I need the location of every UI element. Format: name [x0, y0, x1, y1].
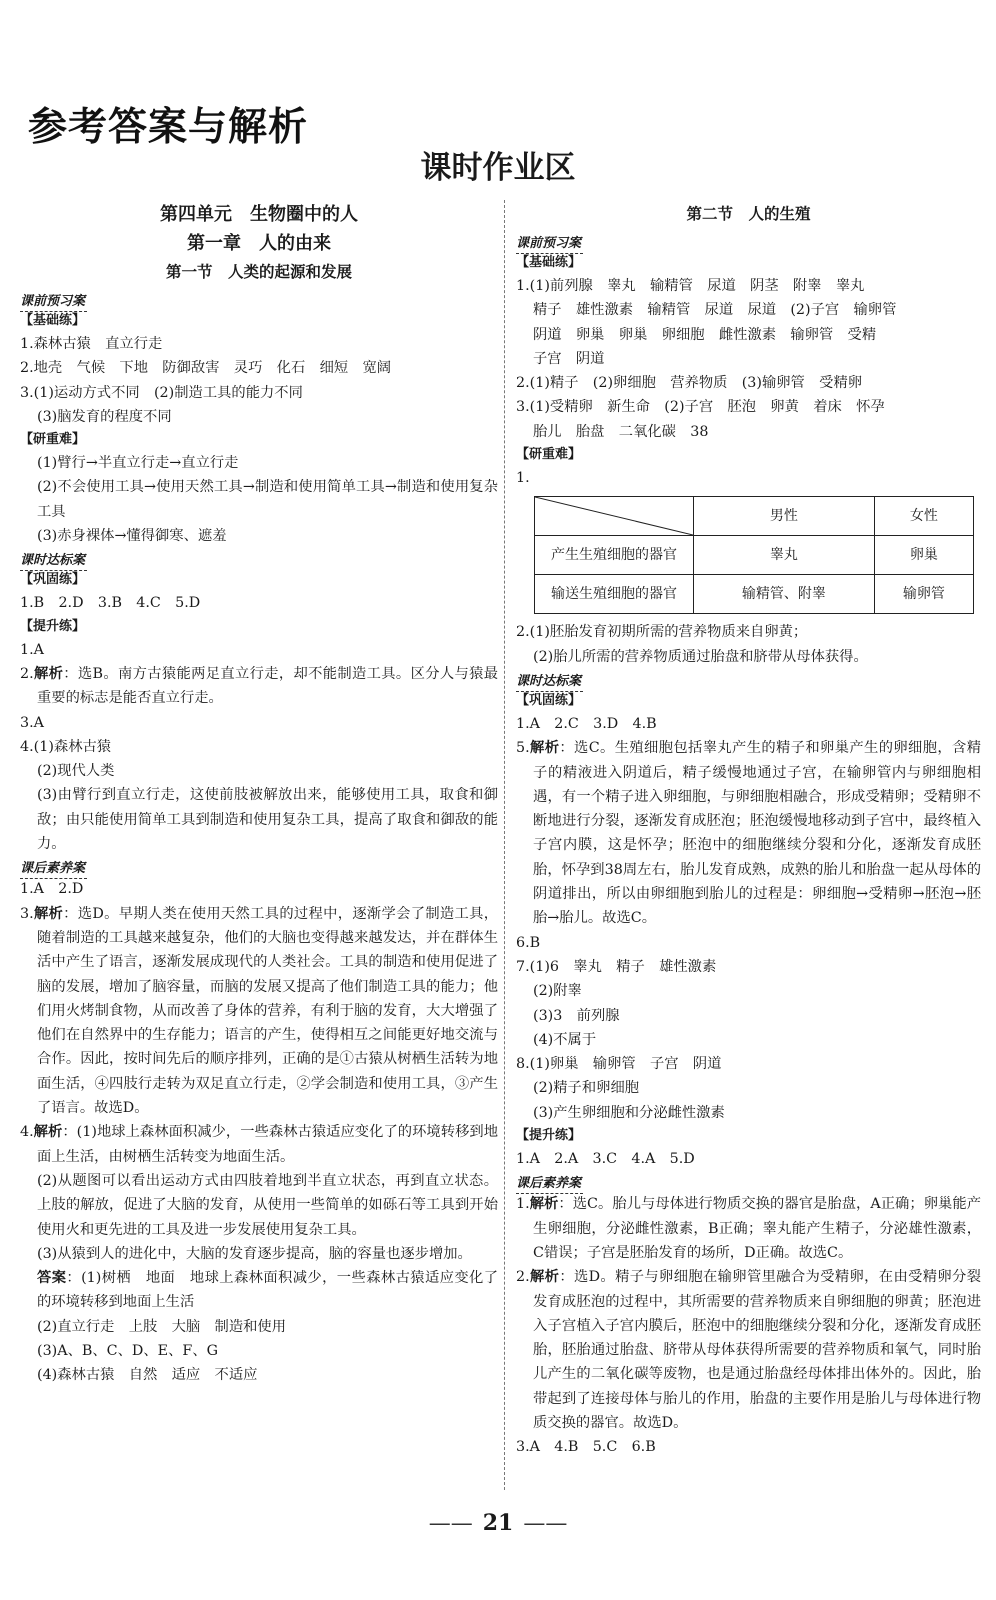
answer-line: 3.A: [20, 714, 44, 731]
answer-line: (3)赤身裸体→懂得御寒、遮羞: [37, 528, 227, 545]
answer-line: 2.(1)精子 (2)卵细胞 营养物质 (3)输卵管 受精卵: [516, 375, 863, 392]
table-cell: 睾丸: [694, 536, 875, 575]
answer-line: (2)直立行走 上肢 大脑 制造和使用: [37, 1318, 286, 1335]
answer-line: 胎儿 胎盘 二氧化碳 38: [533, 423, 709, 440]
answer-explanation: 2.解析：选D。精子与卵细胞在输卵管里融合为受精卵，在由受精卵分裂发育成胚泡的过程中，其所需要的营养物质来自卵细胞的卵黄；胚泡进入子宫植入子宫内膜后，胚泡中的细胞继续分裂和分化，逐渐发育成胚胎，胚胎通过胎盘、脐带从母体获得所需要的营养物质和氧气，同时胎儿产生的二氧化碳等废物，也是通过胎盘经母体排出体外的。因此，胎带起到了连接母体与胎儿的作用，胎盘的主要作用是胎儿与母体进行物质交换的器官。故选D。: [516, 1269, 981, 1431]
tag-class: 课时达标案: [20, 551, 87, 571]
answer-line: 8.(1)卵巢 输卵管 子宫 阴道: [516, 1056, 722, 1073]
answer-final: 答案：(1)树栖 地面 地球上森林面积减少，一些森林古猿适应变化了的环境转移到地面上生活: [37, 1270, 499, 1311]
answer-line: 3.(1)受精卵 新生命 (2)子宫 胚泡 卵黄 着床 怀孕: [516, 399, 885, 416]
answer-line: 阴道 卵巢 卵巢 卵细胞 雌性激素 输卵管 受精: [533, 326, 877, 343]
sub-research: 【研重难】: [516, 447, 582, 463]
answer-explanation: 4.解析：(1)地球上森林面积减少，一些森林古猿适应变化了的环境转移到地面上生活，由树栖生活转变为地面生活。: [20, 1124, 499, 1165]
diagonal-line: [535, 497, 693, 535]
sub-research: 【研重难】: [20, 432, 86, 448]
tag-class: 课时达标案: [516, 672, 583, 692]
answer-line: 1.(1)前列腺 睾丸 输精管 尿道 阴茎 附睾 睾丸: [516, 278, 865, 294]
answer-line: 1.森林古猿 直立行走: [20, 336, 163, 352]
answer-line: (3)A、B、C、D、E、F、G: [37, 1342, 219, 1359]
sub-improve: 【提升练】: [516, 1128, 582, 1144]
section-heading: 第一节 人类的起源和发展: [165, 263, 352, 281]
answer-line: (3)脑发育的程度不同: [37, 408, 172, 425]
answer-line: (4)不属于: [533, 1031, 597, 1048]
answer-line: 3.(1)运动方式不同 (2)制造工具的能力不同: [20, 384, 303, 401]
answer-line: 3.A 4.B 5.C 6.B: [516, 1439, 656, 1456]
answer-line: 1.A 2.A 3.C 4.A 5.D: [516, 1151, 695, 1168]
table-cell: 产生生殖细胞的器官: [535, 536, 694, 575]
chapter-heading: 第一章 人的由来: [187, 233, 331, 254]
answer-explanation: 2.解析：选B。南方古猿能两足直立行走，却不能制造工具。区分人与猿最重要的标志是能否直立行走。: [20, 665, 499, 707]
answer-line: (2)精子和卵细胞: [533, 1080, 640, 1097]
answer-line: 2.地壳 气候 下地 防御敌害 灵巧 化石 细短 宽阔: [20, 360, 392, 377]
sub-consolidate: 【巩固练】: [20, 572, 86, 588]
table-diagonal-cell: [535, 497, 694, 536]
tag-preview: 课前预习案: [20, 292, 87, 312]
answer-line: 1.A: [20, 641, 44, 658]
answer-explanation: 1.解析：选C。胎儿与母体进行物质交换的器官是胎盘，A正确；卵巢能产生卵细胞，分泌雌性激素，B正确；睾丸能产生精子，分泌雄性激素，C错误；子宫是胚胎发育的场所，D正确。故选C。: [516, 1196, 982, 1261]
left-column: [20, 200, 498, 1388]
sub-consolidate: 【巩固练】: [516, 692, 582, 708]
answer-line: 6.B: [516, 934, 541, 951]
answer-line: (3)由臂行到直立行走，这使前肢被解放出来，能够使用工具，取食和御敌；由只能使用简单工具到制造和使用复杂工具，提高了取食和御敌的能力。: [37, 787, 498, 853]
answer-line: 1.A 2.C 3.D 4.B: [516, 715, 657, 732]
answer-line: (2)从题图可以看出运动方式由四肢着地到半直立状态，再到直立状态。上肢的解放，促进了大脑的发育，从使用一些简单的如砾石等工具到开始使用火和更先进的工具及进一步发展使用复杂工具。: [37, 1172, 498, 1238]
answer-line: (3)3 前列腺: [533, 1007, 620, 1024]
answer-line: 7.(1)6 睾丸 精子 雄性激素: [516, 958, 717, 975]
main-title: 参考答案与解析: [28, 105, 309, 150]
answer-line: (2)附睾: [533, 983, 582, 1000]
answer-line: 2.(1)胚胎发育初期所需的营养物质来自卵黄；: [516, 624, 808, 641]
answer-line: 1.A 2.D: [20, 881, 84, 898]
answer-line: (3)从猿到人的进化中，大脑的发育逐步提高，脑的容量也逐步增加。: [37, 1245, 472, 1262]
sub-improve: 【提升练】: [20, 618, 86, 634]
unit-heading: 第四单元 生物圈中的人: [160, 204, 358, 225]
table-cell: 输卵管: [874, 575, 973, 614]
answer-line: 子宫 阴道: [533, 350, 605, 367]
answer-explanation: 5.解析：选C。生殖细胞包括睾丸产生的精子和卵巢产生的卵细胞，含精子的精液进入阴道后，精子缓慢地通过子宫，在输卵管内与卵细胞相遇，有一个精子进入卵细胞，与卵细胞相融合，形成受精卵；受精卵不断地进行分裂，逐渐发育成胚泡；胚泡缓慢地移动到子宫中，最终植入子宫内膜，这是怀孕；胚泡中的细胞继续分裂和分化，逐渐发育成胚胎，怀孕到38周左右，胎儿发育成熟，成熟的胎儿和胎盘一起从母体的阴道排出，所以由卵细胞到胎儿的过程是：卵细胞→受精卵→胚泡→胚胎→胎儿。故选C。: [516, 740, 982, 927]
table-cell: 卵巢: [874, 536, 973, 575]
table-header: 女性: [874, 497, 973, 536]
column-divider: [504, 200, 505, 1490]
answer-line: (2)胎儿所需的营养物质通过胎盘和脐带从母体获得。: [533, 648, 868, 665]
label-jiexi: 解析: [33, 665, 64, 682]
answer-line: 1.B 2.D 3.B 4.C 5.D: [20, 595, 201, 612]
answer-line: 精子 雄性激素 输精管 尿道 尿道 (2)子宫 输卵管: [533, 302, 897, 319]
answer-line: (2)不会使用工具→使用天然工具→制造和使用简单工具→制造和使用复杂工具: [37, 479, 498, 520]
answer-line: (1)臂行→半直立行走→直立行走: [37, 455, 239, 472]
answer-line: 1.: [516, 470, 530, 487]
answer-line: (3)产生卵细胞和分泌雌性激素: [533, 1104, 725, 1121]
answer-line: 4.(1)森林古猿: [20, 738, 112, 755]
section-heading: 第二节 人的生殖: [686, 205, 811, 223]
label-daan: 答案: [37, 1270, 67, 1287]
table-cell: 输精管、附睾: [694, 575, 875, 614]
tag-after: 课后素养案: [20, 859, 87, 879]
tag-preview: 课前预习案: [516, 234, 583, 254]
page-number: —— 21 ——: [428, 1510, 568, 1536]
answer-line: (4)森林古猿 自然 适应 不适应: [37, 1367, 258, 1384]
table-header: 男性: [694, 497, 875, 536]
sub-basic: 【基础练】: [20, 313, 86, 328]
tag-after: 课后素养案: [516, 1174, 583, 1194]
sub-basic: 【基础练】: [516, 255, 582, 270]
answer-line: (2)现代人类: [37, 763, 115, 780]
sub-title: 课时作业区: [420, 150, 576, 186]
table-cell: 输送生殖细胞的器官: [535, 575, 694, 614]
reproduction-table: [534, 496, 974, 614]
answer-explanation: 3.解析：选D。早期人类在使用天然工具的过程中，逐渐学会了制造工具，随着制造的工具越来越复杂，他们的大脑也变得越来越发达，并在群体生活中产生了语言，逐渐发展成现代的人类社会。工具的制造和使用促进了脑的发展，增加了脑容量，而脑的发展又提高了他们制造工具的能力；他们用火烤制食物，从而改善了身体的营养，有利于脑的发育，大大增强了他们在自然界中的生存能力；语言的产生，使得相互之间能更好地交流与合作。因此，按时间先后的顺序排列，正确的是①古猿从树栖生活转为地面生活，④四肢行走转为双足直立行走，②学会制造和使用工具，③产生了语言。故选D。: [20, 905, 499, 1117]
right-column: [516, 200, 981, 1460]
